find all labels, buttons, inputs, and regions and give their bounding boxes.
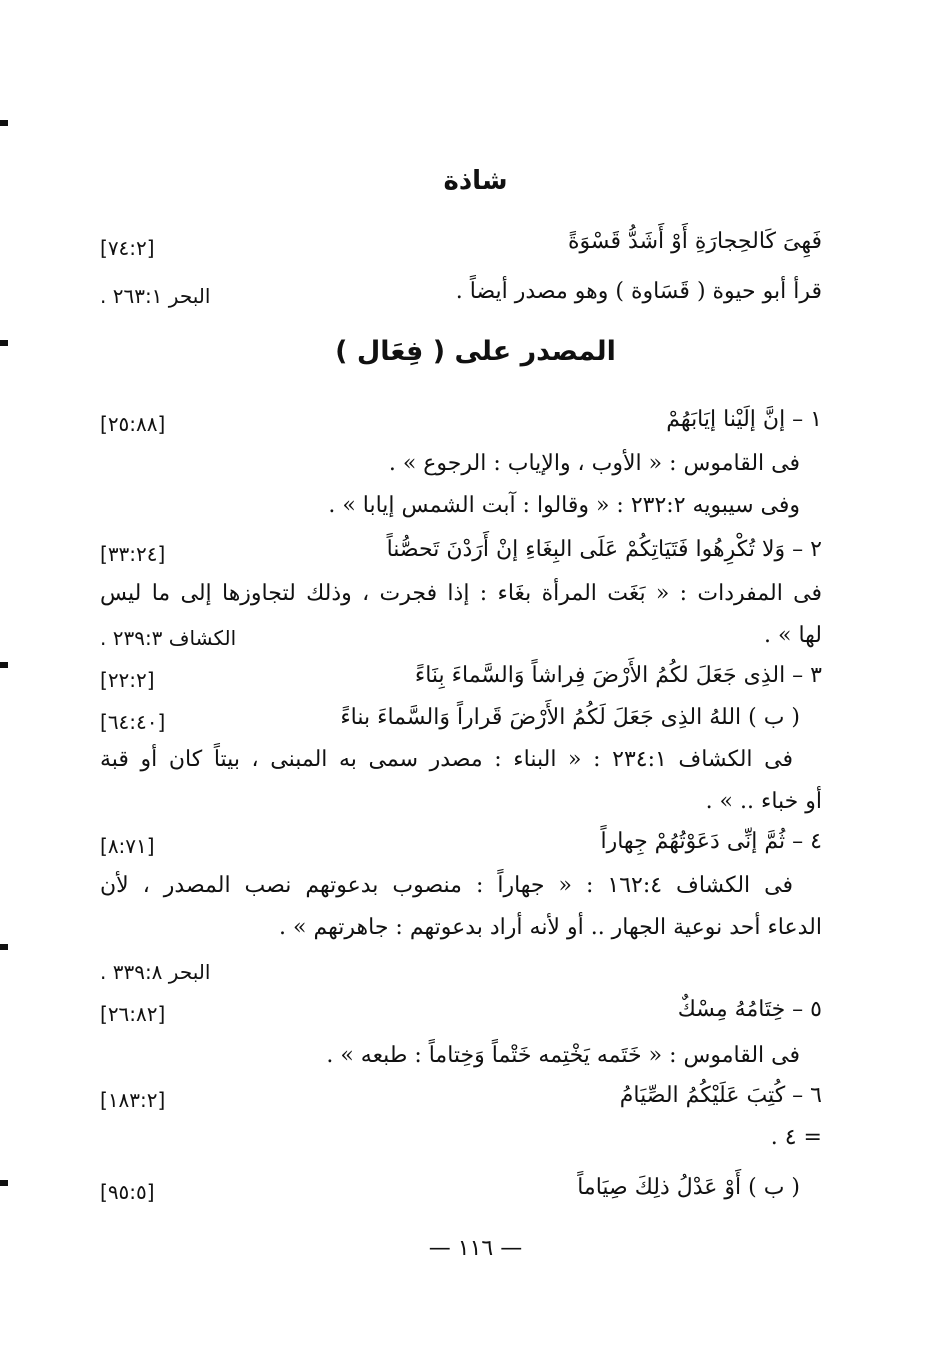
verse-reference: [٢٢:٢] bbox=[100, 668, 155, 692]
verse-line: ( ب ) اللهُ الذِى جَعَلَ لَكُمُ الأَرْضَ قَراراً وَالسَّماءَ بناءً bbox=[340, 705, 800, 730]
verse-reference: [٨:٧١] bbox=[100, 834, 155, 858]
commentary-line: فى الكشاف ١٦٢:٤ : « جهاراً : منصوب بدعوتهم نصب المصدر ، لأن bbox=[100, 873, 793, 898]
verse-reference: [٢٦:٨٢] bbox=[100, 1002, 166, 1026]
commentary-line: أو خباء .. » . bbox=[705, 789, 822, 814]
source-citation: البحر ٣٣٩:٨ . bbox=[100, 960, 211, 984]
scan-edge-mark bbox=[0, 944, 8, 950]
section-heading: المصدر على ( فِعَال ) bbox=[335, 336, 616, 367]
source-citation: الكشاف ٢٣٩:٣ . bbox=[100, 626, 237, 650]
commentary-line: فى القاموس : « خَتَمه يَخْتِمه خَتْماً وَخِتاماً : طبعه » . bbox=[326, 1043, 800, 1068]
commentary-line: فى المفردات : « بَغَت المرأة بغَاء : إذا فجرت ، وذلك لتجاوزها إلى ما ليس bbox=[100, 581, 822, 606]
verse-line: ١ – إنَّ إلَيْنا إيَابَهُمْ bbox=[666, 407, 822, 432]
cross-reference: = ٤ . bbox=[770, 1125, 822, 1150]
source-citation: البحر ٢٦٣:١ . bbox=[100, 284, 211, 308]
commentary-line: قرأ أبو حيوة ( قَسَاوة ) وهو مصدر أيضاً . bbox=[455, 279, 822, 304]
verse-line: ٤ – ثُمَّ إنِّى دَعَوْتُهُمْ جِهاراً bbox=[600, 829, 822, 854]
page-number: — ١١٦ — bbox=[428, 1236, 523, 1261]
scan-edge-mark bbox=[0, 662, 8, 668]
verse-reference: [٦٤:٤٠] bbox=[100, 710, 166, 734]
verse-line: فَهِىَ كَالحِجارَةِ أَوْ أَشَدُّ قَسْوَةً bbox=[568, 229, 822, 254]
verse-line: ٢ – وَلا تُكْرِهُوا فَتَيَاتِكُمْ عَلَى البِغَاءِ إنْ أَرَدْنَ تَحصُّناً bbox=[386, 537, 822, 562]
scan-edge-mark bbox=[0, 1180, 8, 1186]
commentary-line: الدعاء أحد نوعية الجهار .. أو لأنه أراد بدعوتهم : جاهرتهم » . bbox=[279, 915, 822, 940]
verse-line: ٦ – كُتِبَ عَلَيْكُمُ الصِّيَامُ bbox=[619, 1083, 822, 1108]
verse-reference: [٩٥:٥] bbox=[100, 1180, 155, 1204]
verse-reference: [٧٤:٢] bbox=[100, 236, 155, 260]
commentary-line: وفى سيبويه ٢٣٢:٢ : « وقالوا : آبت الشمس إيابا » . bbox=[328, 493, 800, 518]
verse-reference: [٢٥:٨٨] bbox=[100, 412, 166, 436]
verse-reference: [٣٣:٢٤] bbox=[100, 542, 166, 566]
verse-line: ٥ – خِتَامُهُ مِسْكٌ bbox=[677, 997, 822, 1022]
verse-line: ٣ – الذِى جَعَلَ لكُمُ الأَرْضَ فِراشاً وَالسَّماءَ بِنَاءً bbox=[414, 663, 822, 688]
commentary-line: لها » . bbox=[764, 623, 822, 648]
section-title: شاذة bbox=[443, 166, 508, 196]
commentary-line: فى القاموس : « الأوب ، والإياب : الرجوع » . bbox=[388, 451, 800, 476]
verse-reference: [١٨٣:٢] bbox=[100, 1088, 166, 1112]
scan-edge-mark bbox=[0, 120, 8, 126]
commentary-line: فى الكشاف ٢٣٤:١ : « البناء : مصدر سمى به المبنى ، بيتاً كان أو قبة bbox=[100, 747, 793, 772]
verse-line: ( ب ) أَوْ عَدْلُ ذلِكَ صِيَاماً bbox=[577, 1175, 800, 1200]
